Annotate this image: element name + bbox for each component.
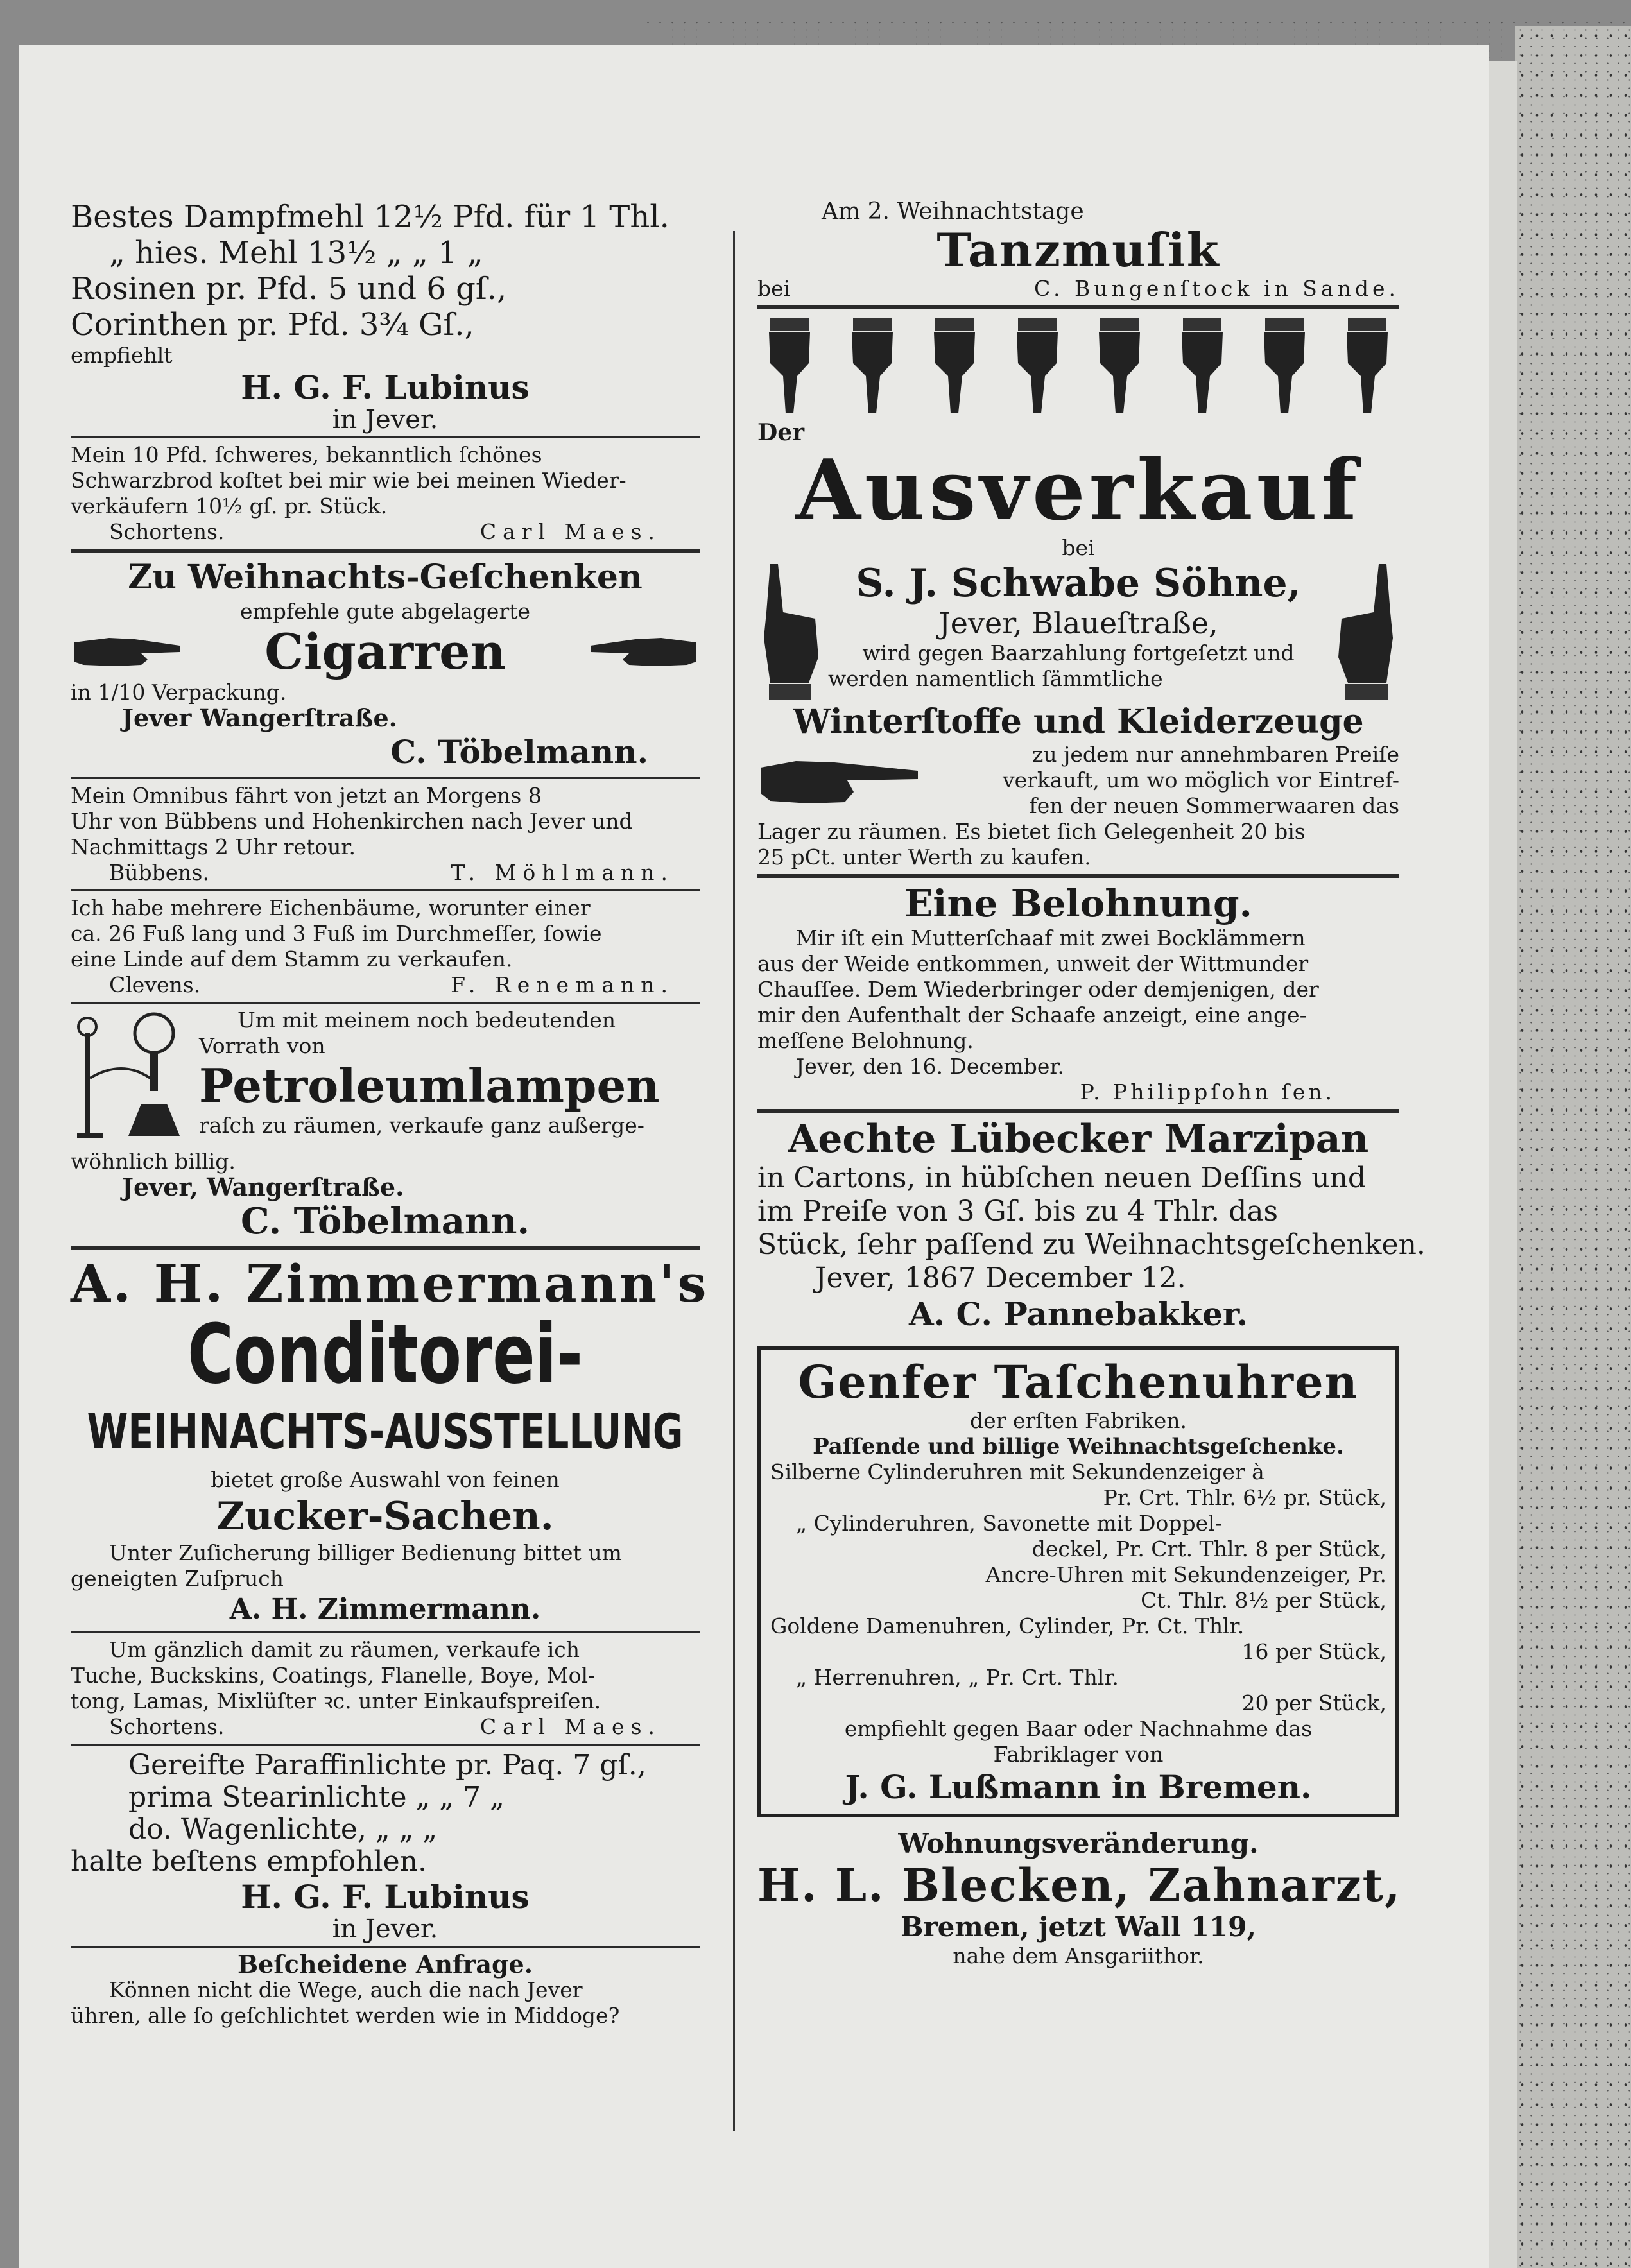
ad-line: Nachmittags 2 Uhr retour. — [71, 834, 356, 859]
ad-place: Jever, Blaueſtraße, — [938, 606, 1218, 640]
ad-line: Der — [757, 419, 805, 446]
ad-line: Ich habe mehrere Eichenbäume, worunter einer — [71, 895, 591, 920]
ad-line: bei — [757, 276, 791, 301]
ad-line: geneigten Zuſpruch — [71, 1566, 284, 1591]
ad-title: Ausverkauf — [795, 441, 1361, 539]
ad-line: ühren, alle ſo geſchlichtet werden wie in Middoge? — [71, 2003, 620, 2028]
ad-line: Können nicht die Wege, auch die nach Jever — [109, 1977, 583, 2002]
ad-line: Jever, den 16. December. — [796, 1054, 1065, 1079]
ad-line: in Cartons, in hübſchen neuen Deſſins und — [757, 1162, 1367, 1194]
ad-line: aus der Weide entkommen, unweit der Wittmunder — [757, 951, 1309, 976]
divider — [71, 549, 700, 553]
ad-line: Pr. Crt. Thlr. 6½ pr. Stück, — [1103, 1485, 1386, 1510]
ad-line: prima Stearinlichte „ „ 7 „ — [128, 1781, 505, 1814]
ad-line: Silberne Cylinderuhren mit Sekundenzeiger à — [770, 1459, 1264, 1484]
ad-line: Goldene Damenuhren, Cylinder, Pr. Ct. Thlr. — [770, 1613, 1245, 1638]
column-divider — [733, 231, 735, 2131]
ad-signature: P. Philippſohn ſen. — [1080, 1079, 1335, 1104]
ad-place: Schortens. — [109, 1714, 225, 1739]
ad-signature: Carl Maes. — [479, 1714, 661, 1739]
ad-line: C. Bungenſtock in Sande. — [1033, 276, 1399, 301]
ad-signature: C. Töbelmann. — [390, 733, 648, 771]
ad-line: Rosinen pr. Pfd. 5 und 6 gſ., — [71, 271, 507, 307]
ad-cloth-maes — [71, 1637, 700, 1740]
pointing-hand-down-icon — [1012, 318, 1063, 415]
ad-signature: T. Möhlmann. — [451, 860, 674, 885]
ad-conditorei-zimmermann — [71, 1253, 709, 1628]
divider — [71, 889, 700, 891]
divider — [71, 436, 700, 438]
divider — [757, 305, 1399, 309]
ad-line: „ Cylinderuhren, Savonette mit Doppel- — [796, 1511, 1222, 1536]
left-column — [71, 199, 709, 2029]
ad-line: Stück, ſehr paſſend zu Weihnachtsgeſchenken. — [757, 1228, 1426, 1261]
pointing-hand-up-icon — [757, 561, 828, 702]
ad-line: Ct. Thlr. 8½ per Stück, — [1141, 1588, 1386, 1613]
ad-line: Am 2. Weihnachtstage — [822, 198, 1084, 225]
oil-lamp-icon — [71, 1008, 199, 1149]
ad-line: wird gegen Baarzahlung fortgeſetzt und — [862, 640, 1295, 666]
ad-goods: Winterſtoffe und Kleiderzeuge — [793, 702, 1364, 741]
ad-place: Bübbens. — [109, 860, 209, 885]
ad-line: mir den Aufenthalt der Schaafe anzeigt, eine ange- — [757, 1002, 1307, 1027]
pointing-hand-up-icon — [1329, 561, 1399, 702]
ad-line: im Preiſe von 3 Gſ. bis zu 4 Thlr. das — [757, 1195, 1279, 1228]
ad-line: empfiehlt — [71, 343, 173, 368]
ad-line: empfehle gute abgelagerte — [239, 599, 531, 624]
ad-line: Corinthen pr. Pfd. 3¾ Gſ., — [71, 307, 474, 343]
ad-business-type: Conditorei- — [187, 1307, 583, 1403]
divider — [71, 1946, 700, 1948]
ad-signature: H. G. F. Lubinus — [241, 368, 530, 406]
ad-product: Zucker-Sachen. — [216, 1494, 554, 1539]
ad-line: ca. 26 Fuß lang und 3 Fuß im Durchmeſſer, ſowie — [71, 921, 602, 946]
ad-oak-renemann — [71, 895, 700, 998]
ad-product: Cigarren — [264, 623, 506, 680]
divider — [757, 874, 1399, 878]
ad-line: Unter Zuſicherung billiger Bedienung bittet um — [109, 1540, 622, 1565]
ad-line: bietet große Auswahl von feinen — [211, 1467, 560, 1492]
ad-sale-schwabe — [757, 313, 1399, 870]
ad-line: Mein Omnibus fährt von jetzt an Morgens 8 — [71, 783, 542, 808]
ad-line: Chauſſee. Dem Wiederbringer oder demjenigen, der — [757, 977, 1319, 1002]
ad-line: Schwarzbrod koſtet bei mir wie bei meinen Wieder- — [71, 468, 626, 493]
hand-row — [757, 313, 1399, 420]
ad-signature: H. G. F. Lubinus — [241, 1878, 530, 1916]
ad-title: Beſcheidene Anfrage. — [237, 1950, 533, 1979]
ad-line: Gereifte Paraffinlichte pr. Paq. 7 gſ., — [128, 1749, 646, 1782]
divider — [757, 1109, 1399, 1113]
ad-business-name: A. H. Zimmermann's — [71, 1253, 709, 1314]
ad-reward-philippsohn — [757, 882, 1399, 1105]
ad-signature: C. Töbelmann. — [241, 1200, 530, 1242]
ad-cigars-toebelmann — [71, 556, 700, 773]
divider — [71, 1246, 700, 1250]
ad-bread-maes — [71, 442, 700, 545]
ad-line: Ancre-Uhren mit Sekundenzeiger, Pr. — [985, 1562, 1386, 1587]
ad-title: Tanzmuſik — [936, 223, 1220, 277]
ad-place: in Jever. — [332, 405, 438, 434]
ad-line: Lager zu räumen. Es bietet ſich Gelegenheit 20 bis — [757, 819, 1306, 844]
ad-line: Vorrath von — [199, 1033, 325, 1058]
ad-signature: J. G. Lußmann in Bremen. — [845, 1768, 1312, 1806]
ad-signature: A. C. Pannebakker. — [908, 1295, 1248, 1333]
ad-place: Clevens. — [109, 972, 201, 997]
ad-line: empfiehlt gegen Baar oder Nachnahme das — [844, 1716, 1313, 1741]
ad-candles-lubinus — [71, 1749, 700, 1942]
divider — [71, 1631, 700, 1633]
ad-line: Bremen, jetzt Wall 119, — [900, 1911, 1257, 1943]
ad-marzipan-pannebakker — [757, 1117, 1426, 1334]
ad-line: halte beſtens empfohlen. — [71, 1845, 427, 1878]
ad-title: Zu Weihnachts-Geſchenken — [128, 558, 643, 597]
pointing-hand-down-icon — [1177, 318, 1228, 415]
right-column — [757, 198, 1426, 1969]
ad-event: WEIHNACHTS-AUSSTELLUNG — [87, 1403, 684, 1461]
ad-line: 20 per Stück, — [1241, 1690, 1386, 1715]
ad-dance-bungenstock — [757, 199, 1399, 302]
ad-line: eine Linde auf dem Stamm zu verkaufen. — [71, 947, 513, 972]
ad-inquiry — [71, 1952, 700, 2029]
ad-signature: A. H. Zimmermann. — [229, 1593, 541, 1626]
pointing-hand-right-icon — [757, 742, 924, 819]
ad-line: 16 per Stück, — [1241, 1639, 1386, 1664]
ad-line: Fabriklager von — [993, 1742, 1164, 1767]
ad-line: in 1/10 Verpackung. — [71, 680, 287, 705]
ad-dentist-blecken — [757, 1828, 1402, 1969]
ad-place: Schortens. — [109, 519, 225, 544]
ad-line: der erſten Fabriken. — [969, 1408, 1187, 1433]
ad-subtitle: Paſſende und billige Weihnachtsgeſchenke. — [813, 1434, 1344, 1459]
ad-title: Eine Belohnung. — [904, 882, 1252, 925]
ad-line: meſſene Belohnung. — [757, 1028, 974, 1053]
ad-omnibus-moehlmann — [71, 783, 700, 886]
ad-line: Jever Wangerſtraße. — [122, 703, 397, 732]
ad-line: Um mit meinem noch bedeutenden — [237, 1008, 616, 1033]
ad-line: Uhr von Bübbens und Hohenkirchen nach Jever und — [71, 809, 633, 834]
ad-line: Um gänzlich damit zu räumen, verkaufe ich — [109, 1637, 580, 1662]
ad-title: Wohnungsveränderung. — [898, 1828, 1259, 1859]
divider — [71, 777, 700, 779]
ad-line: nahe dem Ansgariithor. — [953, 1943, 1204, 1968]
ad-line: Tuche, Buckskins, Coatings, Flanelle, Boye, Mol- — [71, 1663, 596, 1688]
ad-line: deckel, Pr. Crt. Thlr. 8 per Stück, — [1031, 1536, 1386, 1561]
ad-line: verkäufern 10½ gſ. pr. Stück. — [71, 494, 388, 519]
ad-watches-lussmann — [757, 1346, 1399, 1817]
ad-title: Aechte Lübecker Marzipan — [788, 1117, 1369, 1162]
pointing-hand-down-icon — [764, 318, 815, 415]
divider — [71, 1002, 700, 1004]
ad-flour-lubinus — [71, 199, 700, 433]
ad-line: Mein 10 Pfd. ſchweres, bekanntlich ſchönes — [71, 442, 542, 467]
ad-line: raſch zu räumen, verkaufe ganz außerge- — [199, 1113, 644, 1138]
ad-line: „ hies. Mehl 13½ „ „ 1 „ — [109, 235, 483, 271]
divider — [71, 1744, 700, 1746]
ad-business-name: H. L. Blecken, Zahnarzt, — [757, 1859, 1402, 1912]
ad-line: wöhnlich billig. — [71, 1149, 236, 1174]
ad-signature: F. Renemann. — [451, 972, 674, 997]
ad-line: verkauft, um wo möglich vor Eintref- — [1002, 768, 1399, 793]
pointing-hand-down-icon — [847, 318, 898, 415]
ad-line: bei — [1062, 535, 1095, 560]
ad-lamps-toebelmann — [71, 1008, 700, 1242]
pointing-hand-down-icon — [1094, 318, 1145, 415]
ad-line: do. Wagenlichte, „ „ „ — [128, 1813, 438, 1846]
book-edge-speckle — [1515, 26, 1631, 2268]
ad-line: „ Herrenuhren, „ Pr. Crt. Thlr. — [796, 1665, 1119, 1690]
ad-signature: Carl Maes. — [479, 519, 661, 544]
ad-line: Jever, 1867 December 12. — [815, 1262, 1186, 1294]
ad-line: fen der neuen Sommerwaaren das — [1029, 793, 1399, 818]
ad-place: in Jever. — [332, 1914, 438, 1944]
pointing-hand-down-icon — [1342, 318, 1393, 415]
ad-line: werden namentlich ſämmtliche — [828, 666, 1163, 691]
ad-line: Jever, Wangerſtraße. — [122, 1173, 404, 1201]
ad-line: 25 pCt. unter Werth zu kaufen. — [757, 845, 1091, 870]
ad-business-name: S. J. Schwabe Söhne, — [856, 561, 1301, 606]
pointing-hand-left-icon — [584, 626, 700, 678]
ad-line: Bestes Dampfmehl 12½ Pfd. für 1 Thl. — [71, 199, 669, 235]
ad-title: Genfer Taſchenuhren — [798, 1355, 1359, 1409]
pointing-hand-down-icon — [1259, 318, 1310, 415]
ad-product: Petroleumlampen — [199, 1058, 660, 1113]
ad-line: Mir iſt ein Mutterſchaaf mit zwei Bocklämmern — [796, 925, 1306, 950]
ad-line: zu jedem nur annehmbaren Preiſe — [1031, 742, 1399, 767]
pointing-hand-down-icon — [929, 318, 980, 415]
ad-line: tong, Lamas, Mixlüſter ꝛc. unter Einkaufspreiſen. — [71, 1688, 601, 1714]
pointing-hand-right-icon — [71, 626, 186, 678]
